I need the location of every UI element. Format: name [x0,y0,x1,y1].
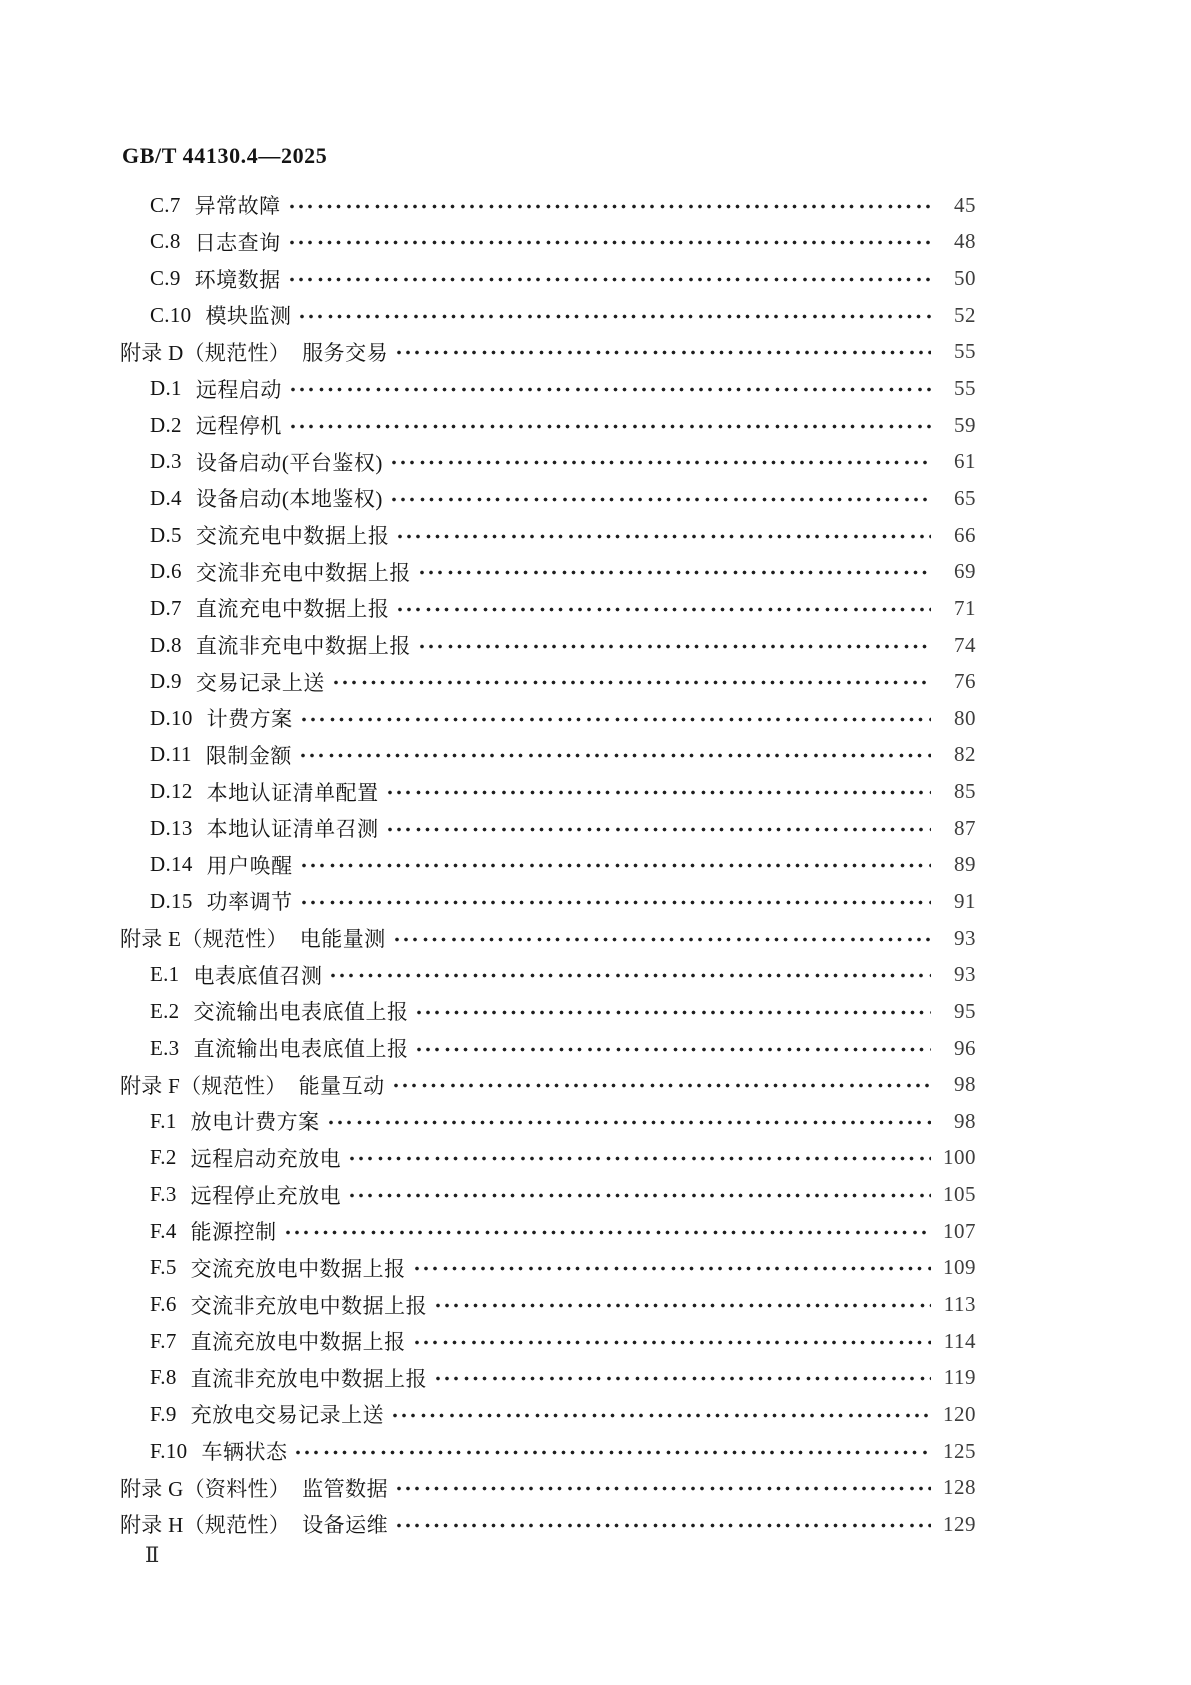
toc-entry-page: 113 [943,1292,976,1317]
toc-entry-page: 120 [943,1401,976,1426]
toc-entry-page: 74 [954,632,976,657]
toc-entry [120,847,976,884]
toc-entry-title: 远程停止充放电 [190,1183,342,1208]
toc-entry [120,407,976,444]
toc-entry-page: 48 [954,229,976,254]
toc-entry-number: 附录 D（规范性） [120,340,291,365]
toc-entry-number: D.6 [150,559,182,584]
toc-entry-title: 交流非充电中数据上报 [195,560,411,585]
toc-entry-title: 直流非充放电中数据上报 [190,1366,428,1391]
dot-leader [391,1405,931,1426]
dot-leader [396,599,931,620]
toc-entry-number: D.9 [150,669,182,694]
toc-entry-page: 125 [943,1438,976,1463]
toc-entry-page: 129 [943,1511,976,1536]
dot-leader [327,1112,931,1133]
toc-entry-page: 98 [954,1072,976,1097]
dot-leader [415,1039,931,1060]
toc-entry-title: 设备运维 [302,1513,389,1538]
toc-entry-page: 100 [943,1145,976,1170]
toc-entry [120,956,976,993]
toc-entry-title: 远程启动充放电 [190,1146,342,1171]
toc-entry-page: 87 [954,815,976,840]
toc-entry-page: 95 [954,998,976,1023]
dot-leader [390,489,931,510]
toc-entry [120,1213,976,1250]
toc-entry-number: D.5 [150,522,182,547]
dot-leader [288,232,931,253]
dot-leader [386,819,931,840]
toc-entry-page: 85 [954,779,976,804]
toc-entry-title: 本地认证清单配置 [206,780,379,805]
toc-entry [120,1066,976,1103]
dot-leader [332,672,931,693]
toc-entry [120,1360,976,1397]
dot-leader [413,1332,931,1353]
toc-entry-title: 远程启动 [195,377,282,402]
toc-entry [120,480,976,517]
toc-entry-title: 日志查询 [194,230,281,255]
toc-entry-title: 交流非充放电中数据上报 [190,1293,428,1318]
toc-entry-number: D.11 [150,742,192,767]
toc-entry-title: 本地认证清单召测 [206,817,379,842]
dot-leader [300,892,931,913]
toc-entry-number: F.4 [150,1218,177,1243]
toc-entry-title: 交流充放电中数据上报 [190,1256,406,1281]
toc-entry-title: 用户唤醒 [206,853,293,878]
dot-leader [390,452,931,473]
dot-leader [418,636,931,657]
toc-entry-number: F.3 [150,1182,177,1207]
toc-entry-number: 附录 F（规范性） [120,1073,287,1098]
toc-entry-number: C.7 [150,192,181,217]
toc-entry-number: D.8 [150,632,182,657]
toc-entry-number: D.2 [150,412,182,437]
toc-entry [120,663,976,700]
toc-entry-page: 89 [954,852,976,877]
toc-entry-number: E.1 [150,962,180,987]
dot-leader [386,782,931,803]
toc-entry-number: D.15 [150,888,193,913]
toc-entry-number: F.8 [150,1365,177,1390]
dot-leader [395,1515,931,1536]
toc-entry-title: 直流充放电中数据上报 [190,1330,406,1355]
dot-leader [396,526,931,547]
toc-entry [120,993,976,1030]
toc-entry-page: 45 [954,192,976,217]
toc-entry [120,297,976,334]
toc-entry-page: 93 [954,962,976,987]
toc-entry [120,773,976,810]
toc-entry-title: 直流充电中数据上报 [195,597,390,622]
toc-entry-number: F.9 [150,1401,177,1426]
toc-entry-page: 66 [954,522,976,547]
toc-list [120,187,976,1543]
dot-leader [300,855,931,876]
toc-entry [120,1396,976,1433]
toc-entry-number: 附录 G（资料性） [120,1476,291,1501]
dot-leader [415,1002,931,1023]
dot-leader [418,562,931,583]
toc-entry [120,517,976,554]
toc-entry-page: 71 [954,595,976,620]
toc-entry-number: D.3 [150,449,182,474]
toc-entry-number: F.6 [150,1292,177,1317]
toc-entry-title: 电能量测 [299,927,386,952]
toc-entry [120,187,976,224]
toc-entry-page: 107 [943,1218,976,1243]
dot-leader [300,709,931,730]
dot-leader [289,416,931,437]
toc-entry-number: E.2 [150,998,180,1023]
toc-entry-page: 119 [943,1365,976,1390]
toc-entry-title: 电表底值召测 [193,963,323,988]
toc-entry [120,370,976,407]
toc-entry-page: 61 [954,449,976,474]
toc-entry-title: 远程停机 [195,414,282,439]
toc-entry-page: 50 [954,266,976,291]
toc-entry [120,700,976,737]
toc-entry-number: F.10 [150,1438,188,1463]
dot-leader [348,1148,931,1169]
toc-entry [120,1323,976,1360]
toc-entry-title: 放电计费方案 [190,1110,320,1135]
toc-entry-page: 65 [954,485,976,510]
toc-entry-title: 设备启动(本地鉴权) [195,487,383,512]
dot-leader [289,379,931,400]
toc-entry-number: D.10 [150,705,193,730]
toc-entry-page: 96 [954,1035,976,1060]
toc-entry-page: 55 [954,339,976,364]
toc-entry-page: 76 [954,669,976,694]
dot-leader [298,306,931,327]
toc-entry-title: 能源控制 [190,1220,277,1245]
dot-leader [395,1478,931,1499]
toc-entry [120,1433,976,1470]
dot-leader [348,1185,931,1206]
dot-leader [392,1075,931,1096]
toc-entry-title: 计费方案 [206,707,293,732]
toc-entry-number: 附录 H（规范性） [120,1513,291,1538]
toc-entry [120,920,976,957]
dot-leader [299,745,931,766]
toc-entry-number: D.12 [150,779,193,804]
dot-leader [288,196,931,217]
toc-entry [120,1140,976,1177]
toc-entry-title: 交流输出电表底值上报 [193,1000,409,1025]
toc-entry-title: 设备启动(平台鉴权) [195,450,383,475]
toc-entry-page: 109 [943,1255,976,1280]
toc-entry [120,810,976,847]
toc-entry-number: 附录 E（规范性） [120,927,288,952]
toc-entry-title: 异常故障 [194,194,281,219]
toc-entry [120,627,976,664]
toc-entry-title: 环境数据 [194,267,281,292]
toc-entry [120,1469,976,1506]
toc-entry-title: 直流非充电中数据上报 [195,634,411,658]
toc-entry [120,1030,976,1067]
dot-leader [329,965,931,986]
toc-entry-title: 服务交易 [302,340,389,365]
toc-entry-title: 直流输出电表底值上报 [193,1037,409,1062]
dot-leader [284,1222,931,1243]
toc-entry-number: C.9 [150,266,181,291]
toc-entry [120,1176,976,1213]
toc-entry-page: 98 [954,1108,976,1133]
toc-entry-page: 93 [954,925,976,950]
toc-entry-page: 52 [954,302,976,327]
toc-entry [120,1103,976,1140]
toc-entry-title: 能量互动 [298,1073,385,1098]
toc-entry [120,334,976,371]
toc-entry-number: D.4 [150,485,182,510]
toc-entry [120,1286,976,1323]
toc-entry-number: F.1 [150,1108,177,1133]
toc-entry-page: 128 [943,1475,976,1500]
toc-entry-title: 车辆状态 [201,1440,288,1465]
page-number-footer: Ⅱ [145,1543,160,1567]
toc-entry-title: 交流充电中数据上报 [195,524,390,549]
dot-leader [434,1368,931,1389]
toc-entry [120,553,976,590]
toc-entry-page: 114 [943,1328,976,1353]
toc-entry-page: 105 [943,1182,976,1207]
dot-leader [395,342,931,363]
toc-entry-title: 监管数据 [302,1476,389,1501]
toc-entry [120,1250,976,1287]
toc-entry-number: C.10 [150,302,192,327]
toc-entry-page: 55 [954,376,976,401]
toc-entry-title: 功率调节 [206,890,293,915]
toc-entry-number: D.13 [150,815,193,840]
toc-entry-page: 80 [954,705,976,730]
toc-entry-title: 模块监测 [205,304,292,329]
dot-leader [294,1442,931,1463]
toc-entry-number: F.2 [150,1145,177,1170]
dot-leader [393,929,931,950]
toc-entry [120,443,976,480]
toc-entry-page: 59 [954,412,976,437]
dot-leader [288,269,931,290]
toc-entry-number: F.7 [150,1328,177,1353]
toc-entry-title: 交易记录上送 [195,670,325,695]
standard-number: GB/T 44130.4—2025 [122,143,328,168]
toc-entry-title: 限制金额 [205,743,292,768]
toc-entry-number: F.5 [150,1255,177,1280]
toc-entry-page: 82 [954,742,976,767]
toc-entry [120,224,976,261]
toc-entry-number: D.1 [150,376,182,401]
toc-entry-page: 69 [954,559,976,584]
toc-entry [120,260,976,297]
toc-entry-title: 充放电交易记录上送 [190,1403,385,1428]
toc-entry [120,590,976,627]
dot-leader [434,1295,931,1316]
toc-entry-number: D.14 [150,852,193,877]
dot-leader [413,1258,931,1279]
toc-entry [120,1506,976,1543]
toc-entry-page: 91 [954,888,976,913]
toc-entry-number: E.3 [150,1035,180,1060]
toc-entry-number: D.7 [150,595,182,620]
toc-entry-number: C.8 [150,229,181,254]
toc-entry [120,883,976,920]
toc-entry [120,737,976,774]
